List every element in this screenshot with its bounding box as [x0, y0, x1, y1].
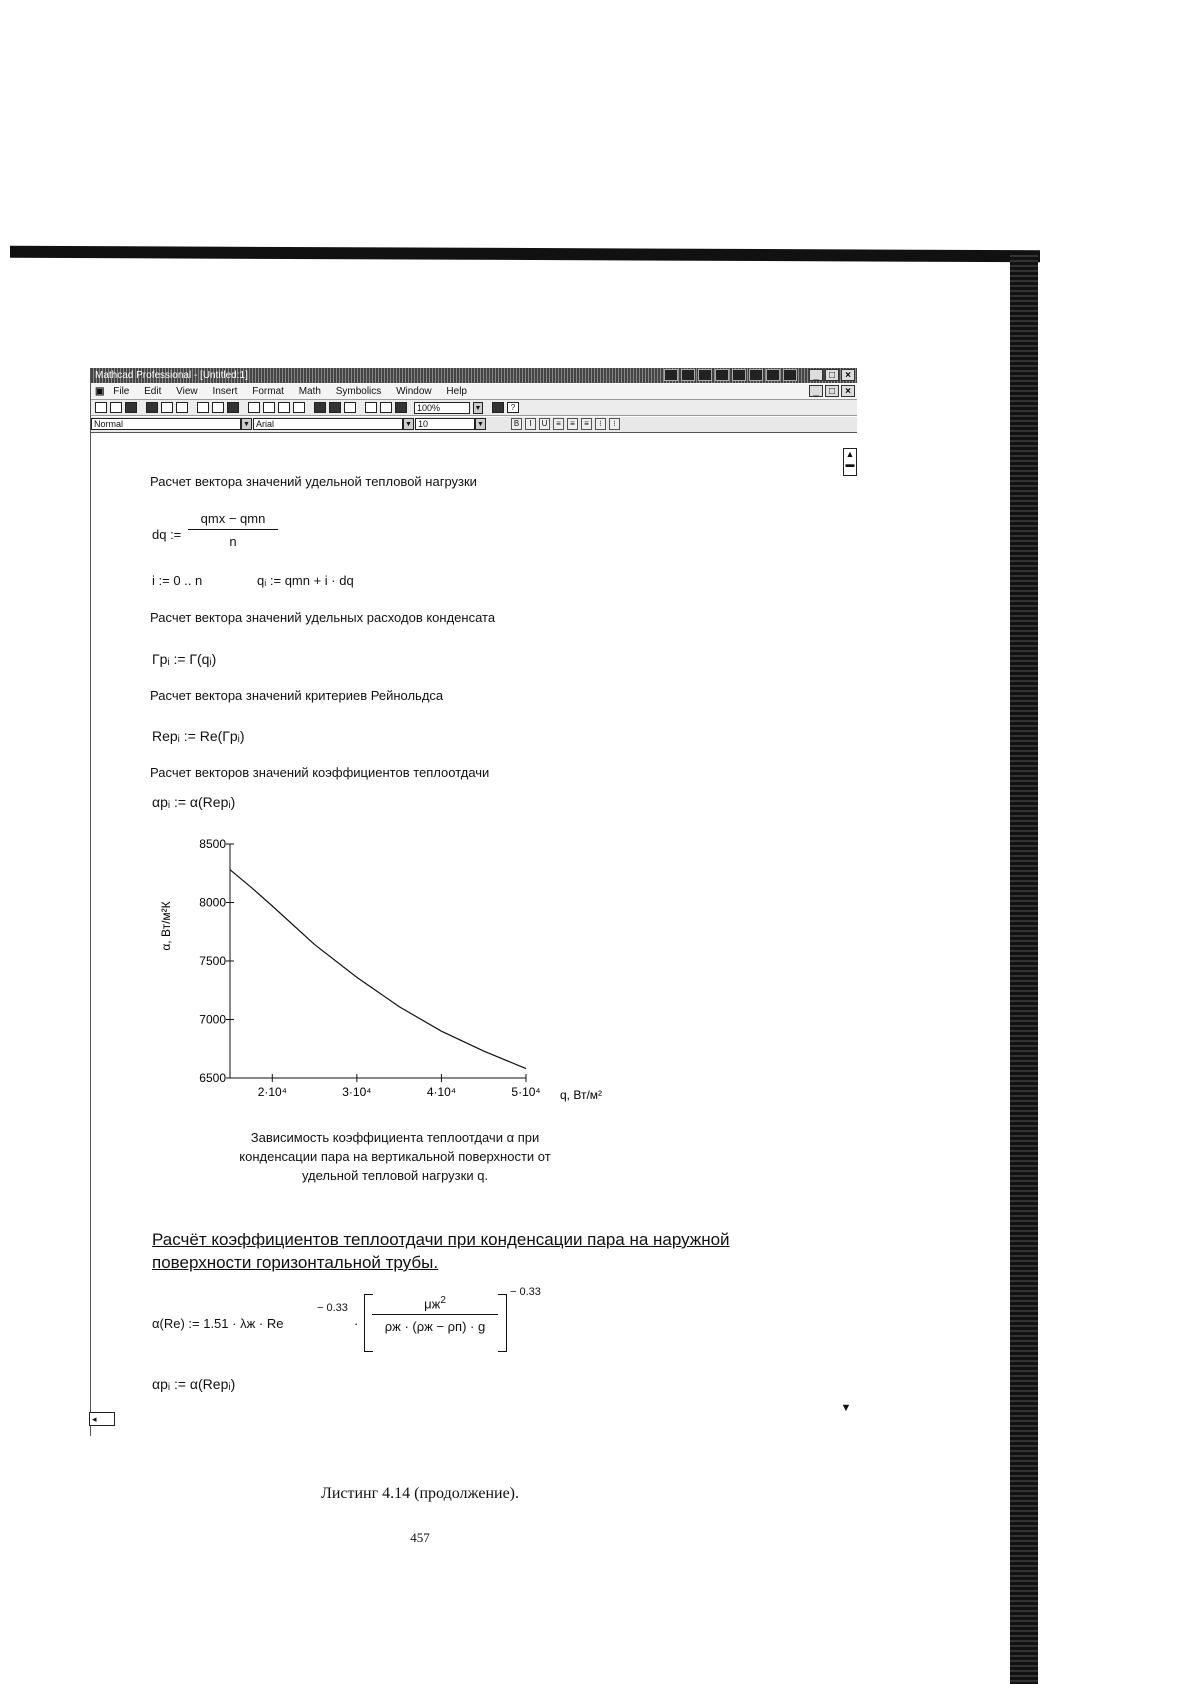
- formula-numerator: $\mu ж^2$: [372, 1295, 498, 1315]
- menu-symbolics[interactable]: Symbolics: [335, 386, 382, 397]
- palette-button[interactable]: [715, 369, 729, 381]
- title-bar: [91, 368, 857, 383]
- zoom-select[interactable]: 100%: [414, 402, 470, 414]
- close-button[interactable]: ×: [841, 369, 855, 381]
- doc-restore-button[interactable]: □: [825, 385, 839, 397]
- menu-window[interactable]: Window: [396, 386, 432, 397]
- dq-lhs[interactable]: dq :=: [152, 527, 182, 542]
- horizontal-scrollbar-left[interactable]: ◂: [89, 1412, 115, 1426]
- y-tick-label: 6500: [199, 1071, 226, 1085]
- formula-dot: ·: [354, 1316, 359, 1331]
- vertical-scrollbar-up[interactable]: ▲ ▬: [843, 448, 857, 476]
- dq-numerator: qmx − qmn: [188, 511, 278, 530]
- spell-check-icon[interactable]: [176, 402, 188, 413]
- doc-close-button[interactable]: ×: [841, 385, 855, 397]
- palette-button[interactable]: [783, 369, 797, 381]
- insert-function-icon[interactable]: [314, 402, 326, 413]
- chart-caption-line-2: конденсации пара на вертикальной поверхности от: [239, 1149, 551, 1164]
- page-number: 457: [410, 1530, 430, 1545]
- formula-lhs[interactable]: α(Re) := 1.51 · λж · Re: [152, 1316, 284, 1331]
- scan-top-edge: [10, 246, 1040, 262]
- menu-edit[interactable]: Edit: [144, 386, 162, 397]
- paste-icon[interactable]: [227, 402, 239, 413]
- numbering-icon[interactable]: ⁝: [609, 418, 620, 430]
- menu-insert[interactable]: Insert: [212, 386, 238, 397]
- bullets-icon[interactable]: ⁝: [595, 418, 606, 430]
- maximize-button[interactable]: □: [825, 369, 839, 381]
- section-heading[interactable]: Расчёт коэффициентов теплоотдачи при конденсации пара на наружной поверхности горизонтальной трубы.: [152, 1230, 730, 1272]
- document-icon[interactable]: ▣: [95, 386, 105, 397]
- dq-denominator: n: [229, 534, 237, 549]
- window-title: Mathcad Professional - [Untitled:1]: [95, 370, 248, 381]
- palette-button[interactable]: [732, 369, 746, 381]
- menu-bar: [91, 384, 857, 400]
- titlebar-toolbar: [664, 369, 797, 381]
- text-region-reynolds[interactable]: Расчет вектора значений критериев Рейнольдса: [150, 688, 444, 703]
- resource-center-icon[interactable]: [492, 402, 504, 413]
- align-down-icon[interactable]: [293, 402, 305, 413]
- align-center-icon[interactable]: ≡: [567, 418, 578, 430]
- chart-caption[interactable]: [0, 1128, 790, 1185]
- style-select[interactable]: Normal: [91, 418, 241, 430]
- series-line: [230, 870, 526, 1069]
- insert-hyperlink-icon[interactable]: [365, 402, 377, 413]
- align-across-icon[interactable]: [278, 402, 290, 413]
- right-bracket: [498, 1294, 507, 1352]
- style-dropdown-arrow[interactable]: ▼: [241, 418, 252, 430]
- menu-help[interactable]: Help: [446, 386, 467, 397]
- print-icon[interactable]: [146, 402, 158, 413]
- minimize-button[interactable]: _: [809, 369, 823, 381]
- palette-button[interactable]: [698, 369, 712, 381]
- align-left-icon[interactable]: ≡: [553, 418, 564, 430]
- menu-math[interactable]: Math: [298, 386, 321, 397]
- vertical-scrollbar-down[interactable]: ▼: [840, 1402, 852, 1414]
- menu-view[interactable]: View: [176, 386, 198, 397]
- cut-icon[interactable]: [197, 402, 209, 413]
- italic-icon[interactable]: I: [525, 418, 536, 430]
- alpha-definition-2[interactable]: αpᵢ := α(Repᵢ): [152, 1376, 236, 1392]
- y-tick-label: 8000: [199, 895, 226, 910]
- save-icon[interactable]: [125, 402, 137, 413]
- standard-toolbar: [91, 400, 857, 416]
- x-axis-label: q, Вт/м²: [560, 1088, 603, 1102]
- range-definition[interactable]: i := 0 .. n: [152, 573, 203, 588]
- calculate-icon[interactable]: [344, 402, 356, 413]
- gamma-definition[interactable]: Гpᵢ := Г(qᵢ): [152, 651, 217, 667]
- bold-icon[interactable]: B: [511, 418, 522, 430]
- x-tick-label: 4·10⁴: [426, 1085, 457, 1099]
- y-ticks: [199, 837, 234, 1085]
- undo-icon[interactable]: [248, 402, 260, 413]
- formula-exponent-1: − 0.33: [317, 1302, 348, 1314]
- menu-format[interactable]: Format: [252, 386, 284, 397]
- doc-minimize-button[interactable]: _: [809, 385, 823, 397]
- component-wizard-icon[interactable]: [380, 402, 392, 413]
- palette-button[interactable]: [664, 369, 678, 381]
- re-definition[interactable]: Repᵢ := Re(Гpᵢ): [152, 728, 245, 744]
- text-region-condensate[interactable]: Расчет вектора значений удельных расходов конденсата: [150, 610, 496, 625]
- print-preview-icon[interactable]: [161, 402, 173, 413]
- formula-fraction[interactable]: [372, 1295, 498, 1334]
- palette-button[interactable]: [681, 369, 695, 381]
- help-icon[interactable]: ?: [507, 402, 519, 413]
- new-icon[interactable]: [95, 402, 107, 413]
- run-icon[interactable]: [395, 402, 407, 413]
- palette-button[interactable]: [766, 369, 780, 381]
- dq-fraction[interactable]: [188, 511, 278, 549]
- font-dropdown-arrow[interactable]: ▼: [403, 418, 414, 430]
- palette-button[interactable]: [749, 369, 763, 381]
- q-definition[interactable]: qᵢ := qmn + i · dq: [257, 573, 354, 588]
- formula-exponent-2: − 0.33: [510, 1286, 541, 1298]
- scan-right-edge: [1010, 252, 1038, 1684]
- y-tick-label: 7000: [199, 1012, 226, 1027]
- redo-icon[interactable]: [263, 402, 275, 413]
- font-size-select[interactable]: 10: [415, 418, 475, 430]
- y-axis-label: α, Вт/м²К: [159, 901, 173, 951]
- open-icon[interactable]: [110, 402, 122, 413]
- font-select[interactable]: Arial: [253, 418, 403, 430]
- y-tick-label: 7500: [199, 954, 226, 968]
- x-tick-label: 3·10⁴: [342, 1085, 372, 1099]
- y-tick-label: 8500: [199, 837, 226, 851]
- font-size-dropdown-arrow[interactable]: ▼: [475, 418, 486, 430]
- x-tick-label: 2·10⁴: [257, 1085, 287, 1099]
- chart-caption-line-3: удельной тепловой нагрузки q.: [301, 1168, 489, 1183]
- alpha-definition[interactable]: αpᵢ := α(Repᵢ): [152, 794, 236, 810]
- zoom-dropdown-arrow[interactable]: ▼: [473, 402, 483, 414]
- align-right-icon[interactable]: ≡: [581, 418, 592, 430]
- copy-icon[interactable]: [212, 402, 224, 413]
- listing-caption: Листинг 4.14 (продолжение).: [320, 1485, 520, 1502]
- menu-file[interactable]: File: [113, 386, 130, 397]
- insert-unit-icon[interactable]: [329, 402, 341, 413]
- formula-denominator: ρж · (ρж − ρп) · g: [384, 1319, 486, 1335]
- text-region-coefficients[interactable]: Расчет векторов значений коэффициентов теплоотдачи: [150, 765, 490, 780]
- text-region-heat-load[interactable]: Расчет вектора значений удельной тепловой нагрузки: [150, 474, 477, 489]
- plot-region[interactable]: [148, 836, 638, 1116]
- underline-icon[interactable]: U: [539, 418, 550, 430]
- x-tick-label: 5·10⁴: [511, 1085, 541, 1099]
- plot-axes: [230, 844, 526, 1078]
- chart-caption-line-1: Зависимость коэффициента теплоотдачи α при: [250, 1130, 540, 1145]
- formatting-toolbar: [91, 417, 857, 433]
